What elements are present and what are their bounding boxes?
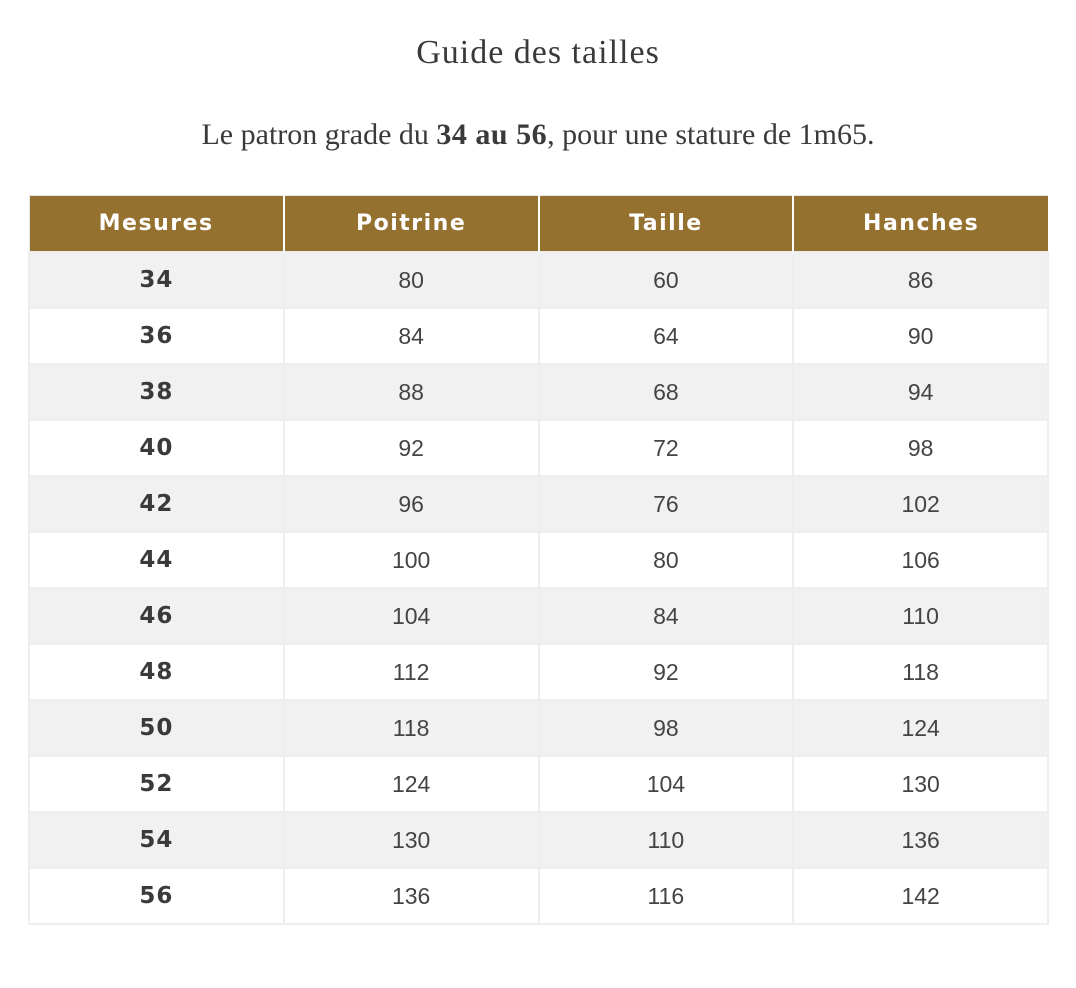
header-poitrine: Poitrine <box>284 196 539 253</box>
table-header <box>29 196 1048 253</box>
table-row <box>29 476 1048 532</box>
size-cell: 34 <box>29 252 284 308</box>
header-taille: Taille <box>539 196 794 253</box>
table-row <box>29 308 1048 364</box>
poitrine-cell: 84 <box>284 308 539 364</box>
taille-cell: 60 <box>539 252 794 308</box>
poitrine-cell: 92 <box>284 420 539 476</box>
table-row <box>29 644 1048 700</box>
taille-cell: 72 <box>539 420 794 476</box>
taille-cell: 98 <box>539 700 794 756</box>
table-row <box>29 420 1048 476</box>
poitrine-cell: 80 <box>284 252 539 308</box>
subtitle-connector: au <box>467 118 517 151</box>
taille-cell: 116 <box>539 868 794 924</box>
size-cell: 56 <box>29 868 284 924</box>
poitrine-cell: 96 <box>284 476 539 532</box>
poitrine-cell: 136 <box>284 868 539 924</box>
header-mesures: Mesures <box>29 196 284 253</box>
header-row <box>29 196 1048 253</box>
size-cell: 52 <box>29 756 284 812</box>
poitrine-cell: 124 <box>284 756 539 812</box>
hanches-cell: 90 <box>793 308 1048 364</box>
hanches-cell: 94 <box>793 364 1048 420</box>
hanches-cell: 86 <box>793 252 1048 308</box>
subtitle <box>0 113 1076 157</box>
hanches-cell: 142 <box>793 868 1048 924</box>
table-row <box>29 252 1048 308</box>
size-chart-table <box>28 195 1049 925</box>
size-cell: 44 <box>29 532 284 588</box>
taille-cell: 84 <box>539 588 794 644</box>
subtitle-prefix: Le patron grade du <box>201 118 437 151</box>
size-cell: 46 <box>29 588 284 644</box>
taille-cell: 92 <box>539 644 794 700</box>
size-cell: 50 <box>29 700 284 756</box>
size-cell: 54 <box>29 812 284 868</box>
subtitle-size-from: 34 <box>436 118 468 151</box>
size-cell: 48 <box>29 644 284 700</box>
hanches-cell: 124 <box>793 700 1048 756</box>
poitrine-cell: 100 <box>284 532 539 588</box>
subtitle-size-to: 56 <box>516 118 548 151</box>
hanches-cell: 130 <box>793 756 1048 812</box>
hanches-cell: 98 <box>793 420 1048 476</box>
taille-cell: 104 <box>539 756 794 812</box>
taille-cell: 110 <box>539 812 794 868</box>
poitrine-cell: 112 <box>284 644 539 700</box>
table-row <box>29 364 1048 420</box>
header-hanches: Hanches <box>793 196 1048 253</box>
size-cell: 42 <box>29 476 284 532</box>
page-title: Guide des tailles <box>416 34 660 71</box>
table-row <box>29 868 1048 924</box>
hanches-cell: 118 <box>793 644 1048 700</box>
poitrine-cell: 130 <box>284 812 539 868</box>
poitrine-cell: 88 <box>284 364 539 420</box>
size-cell: 40 <box>29 420 284 476</box>
hanches-cell: 106 <box>793 532 1048 588</box>
table-row <box>29 588 1048 644</box>
hanches-cell: 110 <box>793 588 1048 644</box>
taille-cell: 76 <box>539 476 794 532</box>
table-row <box>29 756 1048 812</box>
taille-cell: 68 <box>539 364 794 420</box>
poitrine-cell: 104 <box>284 588 539 644</box>
hanches-cell: 136 <box>793 812 1048 868</box>
subtitle-suffix: , pour une stature de 1m65. <box>547 118 875 151</box>
size-cell: 38 <box>29 364 284 420</box>
table-row <box>29 532 1048 588</box>
table-body <box>29 252 1048 924</box>
poitrine-cell: 118 <box>284 700 539 756</box>
taille-cell: 80 <box>539 532 794 588</box>
taille-cell: 64 <box>539 308 794 364</box>
hanches-cell: 102 <box>793 476 1048 532</box>
table-row <box>29 812 1048 868</box>
table-row <box>29 700 1048 756</box>
size-cell: 36 <box>29 308 284 364</box>
